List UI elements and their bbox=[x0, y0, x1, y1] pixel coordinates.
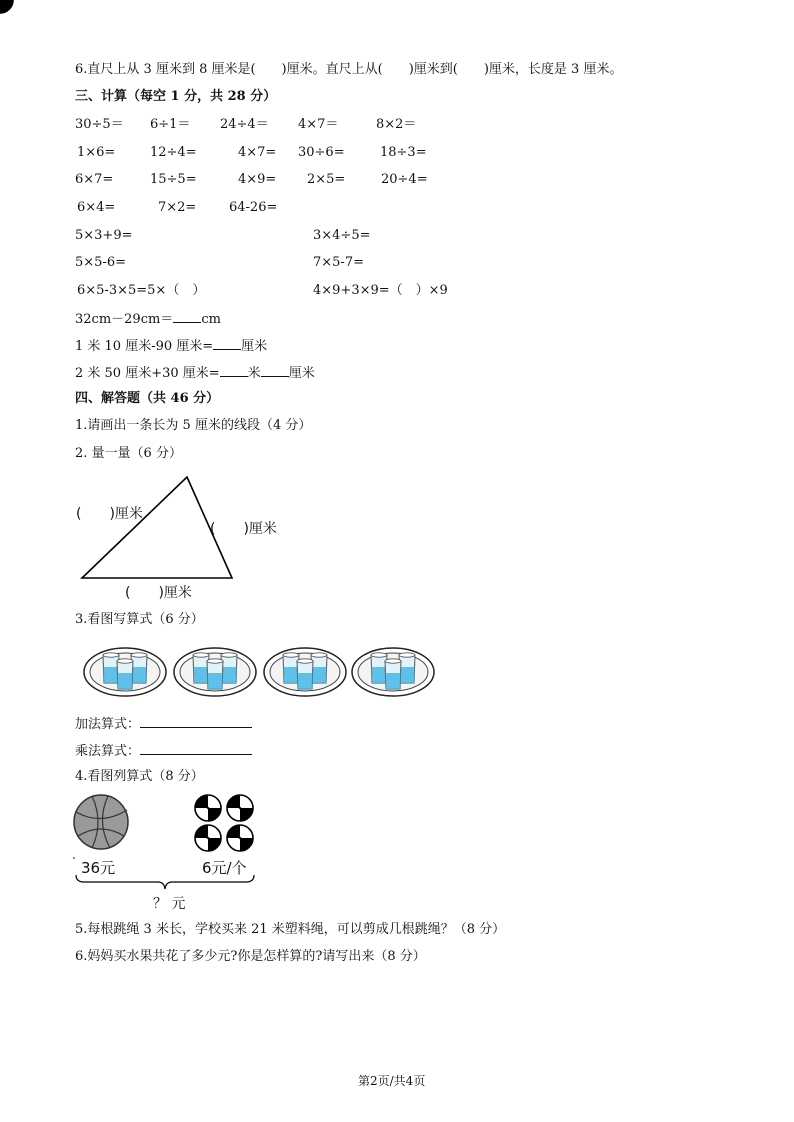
calc-item: 8×2＝ bbox=[376, 117, 417, 132]
triangle-left-label: ( )厘米 bbox=[76, 506, 143, 522]
calc-item: 18÷3= bbox=[380, 145, 427, 160]
calc-item: 30÷6= bbox=[298, 145, 345, 160]
mixed-item: 3×4÷5= bbox=[313, 228, 371, 243]
calc-item: 20÷4= bbox=[381, 172, 428, 187]
calc-item: 4×9= bbox=[238, 172, 277, 187]
calc-item: 12÷4= bbox=[150, 145, 197, 160]
problem-2: 2. 量一量（6 分） bbox=[75, 446, 182, 461]
problem-1: 1.请画出一条长为 5 厘米的线段（4 分） bbox=[75, 418, 312, 433]
problem-3: 3.看图写算式（6 分） bbox=[75, 612, 204, 627]
mixed-item: 6×5-3×5=5×（ ） bbox=[77, 283, 206, 298]
basketball-icon bbox=[74, 795, 128, 849]
unit-question: 32cm－29cm＝ cm bbox=[75, 312, 221, 327]
mixed-item: 5×5-6= bbox=[75, 255, 126, 270]
section-3-title: 三、计算（每空 1 分，共 28 分） bbox=[75, 89, 277, 104]
calc-item: 1×6= bbox=[77, 145, 116, 160]
mixed-item: 4×9+3×9=（ ）×9 bbox=[313, 283, 448, 298]
problem-4: 4.看图列算式（8 分） bbox=[75, 769, 204, 784]
total-price-question: ？ 元 bbox=[153, 896, 186, 912]
calc-item: 2×5= bbox=[307, 172, 346, 187]
triangle-right-label: ( )厘米 bbox=[210, 521, 277, 537]
calc-item: 6×4= bbox=[77, 200, 116, 215]
calc-item: 64-26= bbox=[229, 200, 278, 215]
multiplication-line: 乘法算式： bbox=[75, 742, 252, 760]
mixed-item: 7×5-7= bbox=[313, 255, 364, 270]
addition-line: 加法算式： bbox=[75, 715, 252, 733]
calc-item: 7×2= bbox=[158, 200, 197, 215]
mixed-item: 5×3+9= bbox=[75, 228, 133, 243]
triangle-bottom-label: ( )厘米 bbox=[125, 585, 192, 601]
ruler-question: 6.直尺上从 3 厘米到 8 厘米是( )厘米。直尺上从( )厘米到( )厘米，长度是 3 厘米。 bbox=[75, 62, 623, 77]
page-footer: 第2页/共4页 bbox=[358, 1074, 426, 1088]
calc-item: 15÷5= bbox=[150, 172, 197, 187]
unit-question: 2 米 50 厘米+30 厘米= 米 厘米 bbox=[75, 366, 315, 381]
calc-item: 30÷5＝ bbox=[75, 117, 124, 132]
calc-item: 4×7= bbox=[238, 145, 277, 160]
problem-5: 5.每根跳绳 3 米长，学校买来 21 米塑料绳，可以剪成几根跳绳？（8 分） bbox=[75, 922, 506, 937]
calc-item: 4×7＝ bbox=[298, 117, 339, 132]
basketball-price: 36元 bbox=[81, 859, 116, 877]
problem-6: 6.妈妈买水果共花了多少元?你是怎样算的?请写出来（8 分） bbox=[75, 949, 426, 964]
unit-question: 1 米 10 厘米-90 厘米= 厘米 bbox=[75, 339, 268, 354]
ball-unit-price: 6元/个 bbox=[202, 859, 247, 877]
calc-item: 6×7= bbox=[75, 172, 114, 187]
calc-item: 6÷1＝ bbox=[150, 117, 191, 132]
section-4-title: 四、解答题（共 46 分） bbox=[75, 391, 220, 406]
calc-item: 24÷4＝ bbox=[220, 117, 269, 132]
